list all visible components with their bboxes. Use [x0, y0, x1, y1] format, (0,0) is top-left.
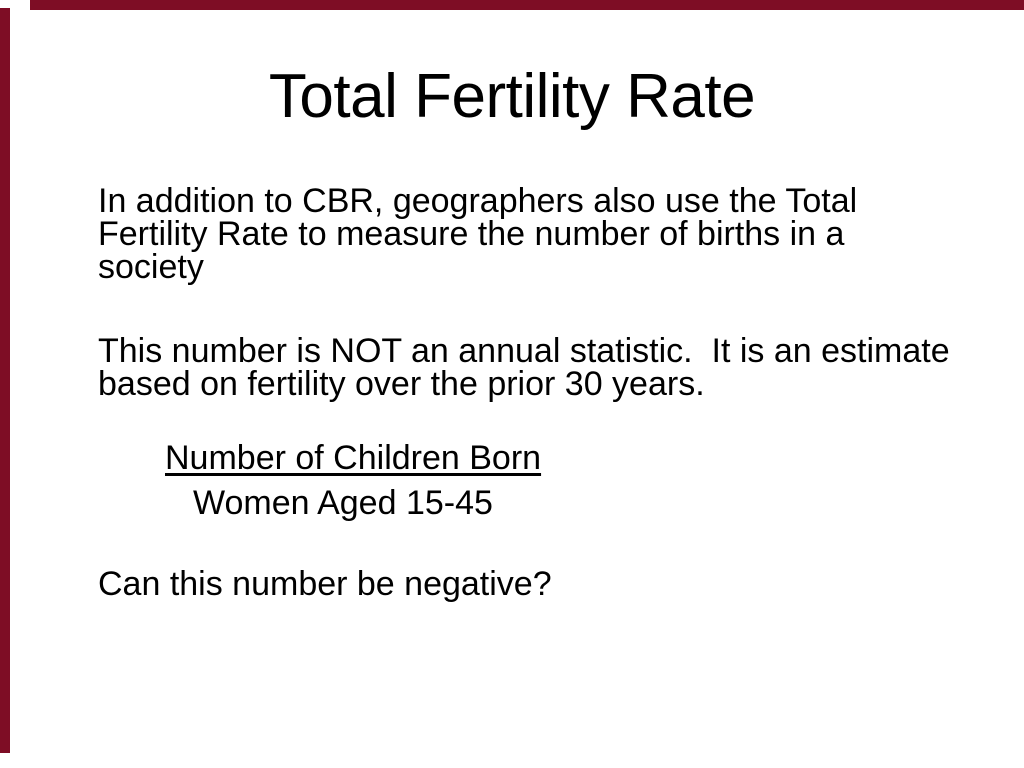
paragraph-estimate	[98, 332, 950, 403]
paragraph-estimate-line-1: This number is NOT an annual statistic. It is an estimate	[98, 332, 950, 370]
paragraph-intro-line-2: Fertility Rate to measure the number of births in a	[98, 215, 845, 253]
question-text: Can this number be negative?	[98, 565, 552, 603]
fraction-numerator: Number of Children Born	[165, 439, 542, 477]
slide-title: Total Fertility Rate	[268, 62, 756, 131]
paragraph-intro	[98, 182, 858, 286]
top-accent-bar	[30, 0, 1024, 10]
fraction-denominator: Women Aged 15-45	[193, 484, 493, 522]
paragraph-intro-line-3: society	[98, 248, 204, 286]
paragraph-estimate-line-2: based on fertility over the prior 30 years.	[98, 365, 705, 403]
paragraph-intro-line-1: In addition to CBR, geographers also use the Total	[98, 182, 858, 220]
